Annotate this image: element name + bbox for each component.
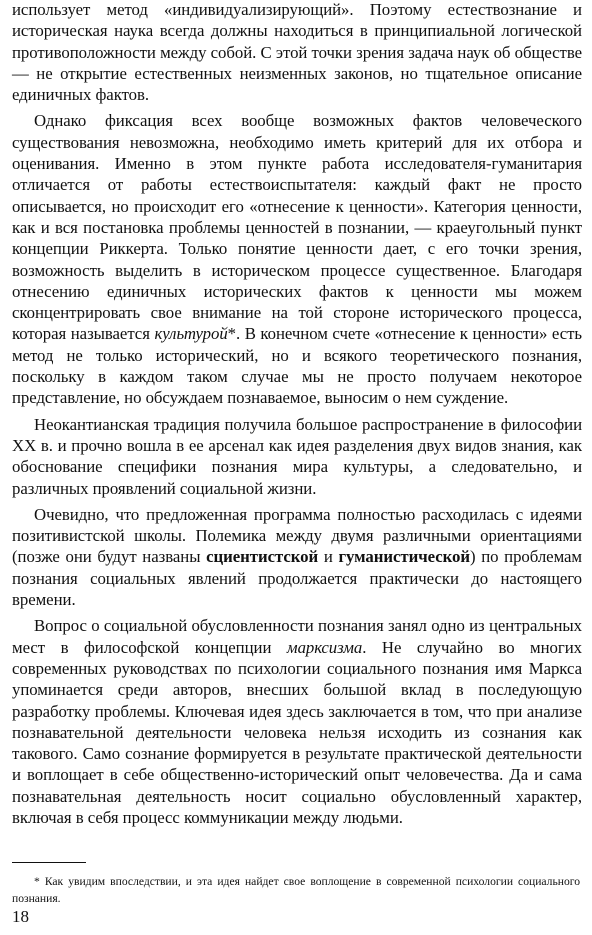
- text-run: использует метод «индивидуализирующий». Поэтому естествознание и историческая наука всегда должны находиться в принципиальной логической противоположности между собой. С этой точки зрения задача наук об обществе — не открытие естественных неизменных законов, но тщательное описание единичных фактов.: [12, 0, 582, 105]
- text-run: Неокантианская традиция получила большое распространение в философии XX в. и прочно вошла в ее арсенал как идея разделения двух видов знания, как обоснование специфики познания мира культуры, а следовательно, и различных проявлений социальной жизни.: [12, 414, 582, 498]
- footnote-separator: [12, 862, 86, 863]
- text-run: Очевидно, что предложенная программа полностью расходилась с идеями позитивистской школы. Полемика между двумя различными ориентациями (позже они будут названы: [12, 504, 582, 567]
- body-text: [12, 0, 582, 828]
- italic-term: культурой: [154, 324, 228, 344]
- text-run: . Не случайно во многих современных руководствах по психологии социального познания имя Маркса упоминается среди авторов, внесших большой вклад в последующую разработку проблемы. Ключевая идея здесь заключается в том, что при анализе познавательной деятельности человека нельзя исходить из сознания как такового. Само сознание формируется в результате практической деятельности и воплощает в себе общественно-исторический опыт человечества. Да и сама познавательная деятельность носит социально обусловленный характер, включая в себя процесс коммуникации между людьми.: [12, 637, 583, 827]
- paragraph: [12, 504, 582, 610]
- paragraph: [12, 414, 582, 499]
- paragraph: [12, 110, 582, 408]
- bold-term: сциентистской: [206, 547, 319, 567]
- text-run: Однако фиксация всех вообще возможных фактов человеческого существования невозможна, необходимо иметь критерий для их отбора и оценивания. Именно в этом пункте работа исследователя-гуманитария отличается от работы естествоиспытателя: каждый факт не просто описывается, но происходит его «отнесение к ценности». Категория ценности, как и вся постановка проблемы ценностей в познании, — краеугольный пункт концепции Риккерта. Только понятие ценности дает, с его точки зрения, возможность выделить в историческом процессе существенное. Благодаря отнесению единичных исторических фактов к ценности мы можем сконцентрировать свое внимание на той стороне исторического процесса, которая называется: [12, 111, 582, 344]
- italic-term: марксизма: [286, 637, 363, 657]
- paragraph: [12, 615, 582, 828]
- page-number: 18: [12, 907, 29, 926]
- text-run: и: [318, 547, 339, 567]
- bold-term: гуманистической: [338, 547, 470, 567]
- text-run: *. В конечном счете «отнесение к ценности» есть метод не только исторический, но и всякого теоретического познания, поскольку в каждом таком случае мы не просто получаем некоторое представление, но обсуждаем познаваемое, выносим о нем суждение.: [12, 324, 583, 408]
- footnote: * Как увидим впоследствии, и эта идея найдет свое воплощение в современной психологии социального познания.: [12, 875, 580, 905]
- text-run: Вопрос о социальной обусловленности познания занял одно из центральных мест в философской концепции: [12, 616, 582, 657]
- paragraph: [12, 0, 582, 105]
- text-run: ) по проблемам познания социальных явлений продолжается практически до настоящего времени.: [12, 547, 582, 610]
